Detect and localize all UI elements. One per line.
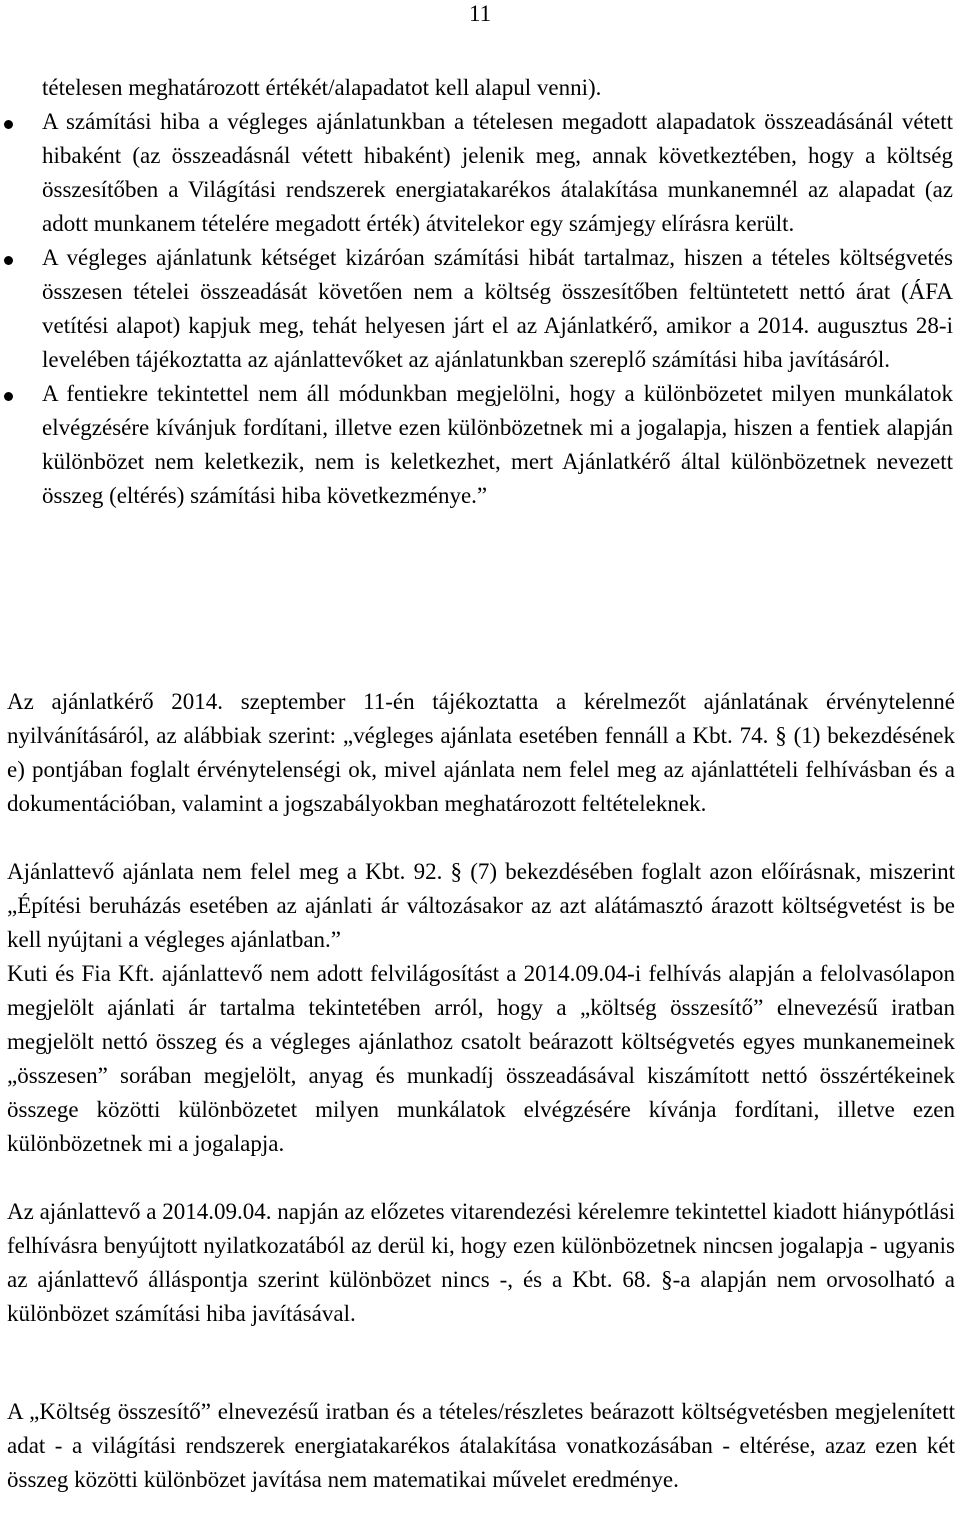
bullet-text: A végleges ajánlatunk kétséget kizáróan számítási hibát tartalmaz, hiszen a tételes költségvetés összesen tételei összeadását követően nem a költség összesítőben feltüntetett nettó árat (ÁFA vetítési alapot) kapjuk meg, tehát helyesen járt el az Ajánlatkérő, amikor a 2014. augusztus 28-i levelében tájékoztatta az ajánlattevőket az ajánlatunkban szereplő számítási hiba javításáról. <box>42 245 953 372</box>
paragraph-decision: Az ajánlatkérő 2014. szeptember 11-én tájékoztatta a kérelmezőt ajánlatának érvénytelenné nyilvánításáról, az alábbiak szerint: „végleges ajánlata esetében fennáll a Kbt. 74. § (1) bekezdésének e) pontjában foglalt érvénytelenségi ok, mivel ajánlata nem felel meg az ajánlattételi felhívásban és a dokumentációban, valamint a jogszabályokban meghatározott feltételeknek. <box>7 689 955 816</box>
bullet-text: A fentiekre tekintettel nem áll módunkban megjelölni, hogy a különbözetet milyen munkálatok elvégzésére kívánjuk fordítani, illetve ezen különbözetnek mi a jogalapja, hiszen a fentiek alapján különbözet nem keletkezik, nem is keletkezhet, mert Ajánlatkérő által különbözetnek nevezett összeg (eltérés) számítási hiba következménye.” <box>42 381 953 508</box>
bullet-icon <box>4 256 13 265</box>
bullet-item-3 <box>0 377 953 513</box>
paragraph-statement: Az ajánlattevő a 2014.09.04. napján az előzetes vitarendezési kérelemre tekintettel kiadott hiánypótlási felhívásra benyújtott nyilatkozatából az derül ki, hogy ezen különbözetnek nincsen jogalapja - ugyanis az ajánlattevő álláspontja szerint különbözet nincs -, és a Kbt. 68. §-a alapján nem orvosolható a különbözet számítási hiba javításával. <box>7 1199 955 1326</box>
paragraph-conclusion: A „Költség összesítő” elnevezésű iratban és a tételes/részletes beárazott költségvetésben megjelenített adat - a világítási rendszerek energiatakarékos átalakítása vonatkozásában - eltérése, azaz ezen két összeg közötti különbözet javítása nem matematikai művelet eredménye. <box>7 1399 955 1492</box>
bullet-icon <box>4 120 13 129</box>
bullet-list <box>0 105 960 513</box>
bullet-item-2 <box>0 241 953 377</box>
paragraph-kuti-es-fia: Kuti és Fia Kft. ajánlattevő nem adott felvilágosítást a 2014.09.04-i felhívás alapján a felolvasólapon megjelölt ajánlati ár tartalma tekintetében arról, hogy a „költség összesítő” elnevezésű iratban megjelölt nettó összeg és a végleges ajánlathoz csatolt beárazott költségvetés egyes munkanemeinek „összesen” sorában megjelölt, anyag és munkadíj összeadásával kiszámított nettó összértékeinek összege közötti különbözetet milyen munkálatok elvégzésére kívánja fordítani, illetve ezen különbözetnek mi a jogalapja. <box>7 961 955 1156</box>
bullet-item-1 <box>0 105 953 241</box>
continuation-line: tételesen meghatározott értékét/alapadatot kell alapul venni). <box>42 75 602 100</box>
bullet-icon <box>4 392 13 401</box>
page-number: 11 <box>469 1 492 26</box>
paragraph-requirement: Ajánlattevő ajánlata nem felel meg a Kbt. 92. § (7) bekezdésében foglalt azon előírásnak, miszerint „Építési beruházás esetében az ajánlati ár változásakor az azt alátámasztó árazott költségvetést is be kell nyújtani a végleges ajánlatban.” <box>7 859 955 952</box>
bullet-text: A számítási hiba a végleges ajánlatunkban a tételesen megadott alapadatok összeadásánál vétett hibaként (az összeadásnál vétett hibaként) jelenik meg, annak következtében, hogy a költség összesítőben a Világítási rendszerek energiatakarékos átalakítása munkanemnél az alapadat (az adott munkanem tételére megadott érték) átvitelekor egy számjegy elírásra került. <box>42 109 953 236</box>
